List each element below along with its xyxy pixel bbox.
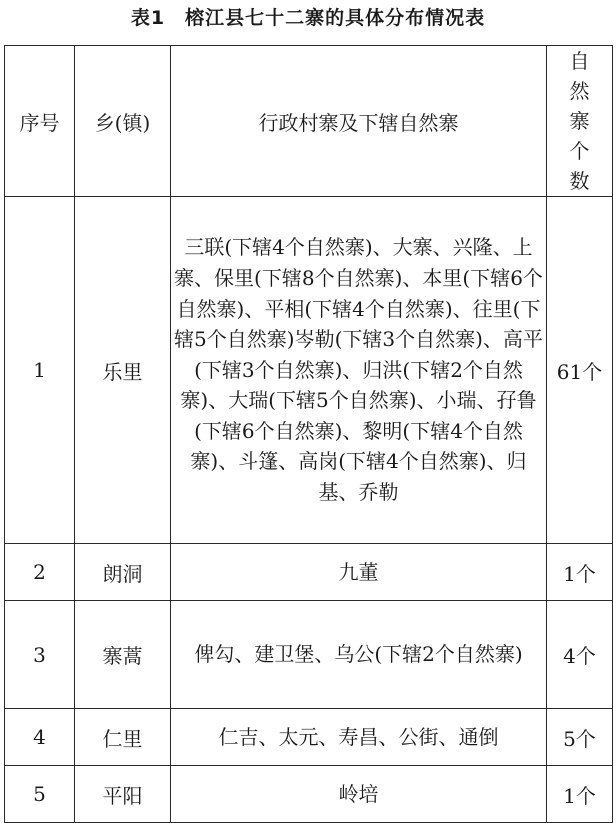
table-caption: 表1 榕江县七十二寨的具体分布情况表 — [130, 7, 486, 29]
row-count: 1个 — [547, 544, 613, 601]
header-township: 乡(镇) — [75, 46, 171, 197]
table-row — [5, 709, 613, 766]
distribution-table — [4, 45, 613, 823]
row-villages: 仁吉、太元、寿昌、公街、通倒 — [171, 709, 547, 766]
table-header-row — [5, 46, 613, 197]
row-township: 寨蒿 — [75, 601, 171, 709]
row-count: 5个 — [547, 709, 613, 766]
row-township: 平阳 — [75, 766, 171, 823]
row-index: 4 — [5, 709, 75, 766]
header-count — [547, 46, 613, 197]
table-row — [5, 601, 613, 709]
row-township: 仁里 — [75, 709, 171, 766]
row-villages: 俾勾、建卫堡、乌公(下辖2个自然寨) — [171, 601, 547, 709]
header-count-label: 自然寨个数 — [569, 49, 590, 193]
row-index: 1 — [5, 197, 75, 544]
row-index: 2 — [5, 544, 75, 601]
row-count: 4个 — [547, 601, 613, 709]
row-township: 朗洞 — [75, 544, 171, 601]
row-count: 1个 — [547, 766, 613, 823]
table-row — [5, 766, 613, 823]
row-count: 61个 — [547, 197, 613, 544]
table-row — [5, 544, 613, 601]
row-villages: 岭培 — [171, 766, 547, 823]
row-villages: 三联(下辖4个自然寨)、大寨、兴隆、上寨、保里(下辖8个自然寨)、本里(下辖6个自然寨)、平相(下辖4个自然寨)、往里(下辖5个自然寨)岑勒(下辖3个自然寨)、高平(下辖3个自然寨)、归洪(下辖2个自然寨)、大瑞(下辖5个自然寨)、小瑞、孖鲁(下辖6个自然寨)、黎明(下辖4个自然寨)、斗篷、高岗(下辖4个自然寨)、归基、乔勒 — [171, 197, 547, 544]
table-row — [5, 197, 613, 544]
row-index: 3 — [5, 601, 75, 709]
header-index: 序号 — [5, 46, 75, 197]
row-township: 乐里 — [75, 197, 171, 544]
header-villages: 行政村寨及下辖自然寨 — [171, 46, 547, 197]
row-villages: 九董 — [171, 544, 547, 601]
row-index: 5 — [5, 766, 75, 823]
